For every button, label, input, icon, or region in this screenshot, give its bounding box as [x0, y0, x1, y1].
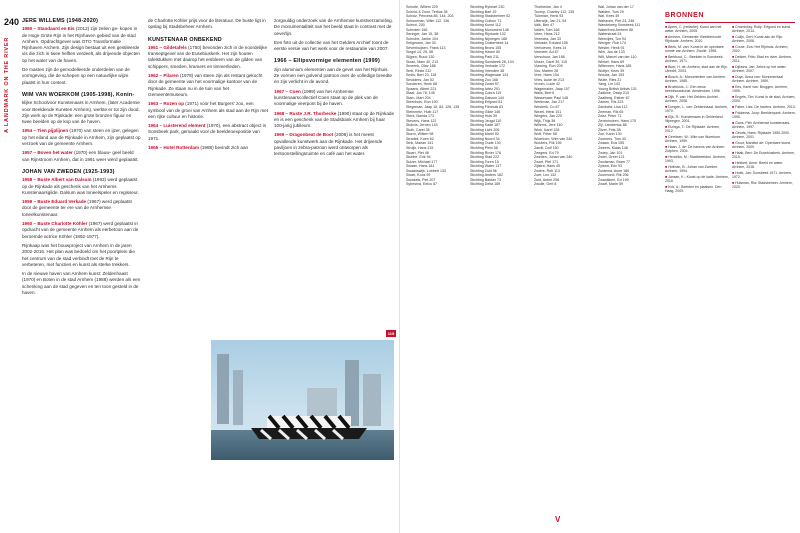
index-entry: Westerik, Co 67	[534, 105, 560, 110]
index-entry: Stichting Rijnkade 102	[470, 32, 506, 37]
index-entry: Stichting Bart 19	[470, 9, 497, 14]
source-entry: ■ Elzinga, T.: De Rijnkade. Arnhem, 2012.	[665, 125, 721, 134]
source-entry: ■ Huisman, Ria: Stadsbeheer. Arnhem, 2020.	[732, 180, 793, 189]
index-entry: Stichting Gilde 146	[470, 109, 501, 114]
index-entry: Stichting Oude 130	[470, 141, 501, 146]
index-entry: Walraven, Piet 23, 246	[598, 18, 635, 23]
body-paragraph: de Charlotte Köhler prijs voor de literatuur. De buste ligt in opslag bij Stadsbeheer Arnhem.	[148, 18, 266, 30]
index-entry: Wester, Henk 91	[598, 45, 625, 50]
index-entry: Schrohe, Janke 104	[406, 36, 438, 41]
index-entry: Verkade, Eduard 155	[534, 41, 568, 46]
index-entry: Zylstra, Eric 93	[598, 164, 622, 169]
text-column-3	[274, 18, 394, 336]
index-entry: Wijk, Thijs 38	[534, 118, 556, 123]
body-paragraph: Een foto uit de collectie van het Gelders Archief toont de eerste versie van het werk voor de restauratie van 2007.	[274, 39, 389, 52]
index-entry: Tuinman, Henk 93	[534, 14, 564, 19]
body-paragraph: 1962 – Pilaren (1978) van steen zijn als restant gekocht door de gemeente van het voormalige kantoor van de Rijnkade. Ze staan nu in de tuin van het Gemeentemuseum.	[148, 73, 263, 97]
index-entry: Wezel, Henk 101	[534, 109, 562, 114]
index-entry: Wiegers, Jan 220	[534, 114, 562, 119]
index-entry: Thorbecke, Jan 4	[534, 5, 562, 9]
index-entry: Visser, Carel 39, 115	[534, 59, 568, 64]
source-entry: ■ Groot, Marieke de: Openbare kunst. Arnhem, 2009.	[732, 140, 791, 149]
right-page	[400, 0, 800, 533]
body-paragraph: 1963 – Rozen op (1971) voor het Burgers' zoo, een symbool van de groei van Arnhem als stad aan de Rijn met een rijke cultuur en historie.	[148, 101, 269, 119]
index-entry: Stichting Monument 148	[470, 27, 509, 32]
index-entry: Sonderen, Henk 88	[406, 82, 437, 87]
body-paragraph: zorgvuldig onderzoek van de Arnhemse kunstverzameling. De monumentaliteit van het beeld staat in contrast met de oeverlijn.	[274, 18, 393, 36]
source-entry: ■ Colijn, Gert: Kunst aan de Rijn. Arnhem, 2006.	[732, 35, 784, 44]
body-paragraph: Rijnkaap was het bouwproject van Arnhem in de jaren 2002-2016. Het plan was bedoeld om het poortplein die het centrum van de stad verbindt met de Rijn te verbeteren, met functies en kunst als sterke trekkers.	[22, 242, 135, 267]
body-paragraph: 1957 – Boven het water (1970) een blauw- geel beeld van Rijnstroom Arnhem, dat in 1991 weer werd geplaatst.	[22, 150, 139, 162]
index-entry: Zweers, Klaas 148	[598, 145, 628, 150]
index-entry: Stichting Zwart 97	[470, 82, 499, 87]
index-entry: Stichting Plein 58	[470, 145, 498, 150]
body-paragraph: 1980 – Standaard en Eis (2012) zijn zeilen ge- kopen in de Hoge Grote Rijn in het Rijnhaven gebied van de stad Arnhem. Opdrachtgever was OTO Transformatie Rijnhaven Archem. Zijn design bestaat uit een gestileerde vis die zich in twee helften verdeelt, als drijvende objecten op het water van de haven.	[22, 26, 140, 63]
body-paragraph: 1965 – Hotel Rotterdam (1988) bevindt zich aan	[148, 145, 249, 151]
index-entry: Schröd & Zoon, Tertius 38	[406, 9, 448, 14]
index-entry: Stichting Filmhuis 63	[470, 105, 504, 110]
source-entry: ■ Boer, H. de: Arnhem, stad aan de Rijn. Utrecht, 2003.	[665, 65, 728, 74]
photo-number-tag: 115	[387, 331, 395, 336]
index-entry: Swinkels, Piet 207	[406, 177, 436, 182]
index-entry: Valk, Ben 47	[534, 23, 555, 28]
body-paragraph: 1959 – Buste Eduard Verkade (1967) werd geplaatst door de gemeente ter ere van de Arnhemse toneelkunstenaar.	[22, 199, 132, 217]
index-entry: Zamen, Ris 223	[598, 100, 624, 105]
text-column-2	[148, 18, 268, 154]
source-entry: ■ Gans, Piet: Arnhemse kunstenaars. Arnhem, 1997.	[732, 120, 791, 129]
index-entry: Stichting Stad 222	[470, 155, 500, 160]
index-entry: Yang, Lin 143	[598, 82, 620, 87]
source-entry: ■ Bosch, A.: Monumenten van Arnhem. Arnhem, 1985.	[665, 75, 726, 84]
index-entry: Wiel, Jan de 133	[598, 50, 625, 55]
index-entry: Wuite, Ries 21	[598, 77, 622, 82]
sources-heading: BRONNEN	[665, 12, 704, 19]
body-paragraph: 1968 – Ruste J.R. Thorbecke (1990) staat op de Rijnkade en is een geschenk van de Stadsbank Arnhem bij haar 100-jarig jubileum.	[274, 110, 394, 129]
section-heading: JOHAN VAN ZWEDEN (1925-1993)	[22, 168, 115, 175]
index-entry: Smeenk, Olav 188	[406, 64, 436, 69]
index-entry: Zilver, Frits 38	[598, 127, 621, 132]
index-entry: Wouters, Rik 195	[534, 141, 562, 146]
body-paragraph: 1961 – Gildetafels (1750) bevonden zich in de noordelijke transeptgevel van de Eusebiuskerk. Het zijn houten tafelstukken met daarop het embleem van de gilden van schippers, smeden, kramers en timmerlieden.	[148, 44, 268, 69]
source-entry: ■ Hoek, Jan: Sonsbeek 1971. Arnhem, 1972.	[732, 170, 793, 179]
index-entry: Wolf, Peter 58	[534, 132, 557, 137]
footer-mark: V	[555, 515, 561, 524]
index-entry: Zwart, Marie 59	[598, 182, 623, 187]
index-entry: Struijk, Hans 215	[406, 145, 434, 150]
index-entry: Zuidema, Anne 186	[598, 168, 630, 173]
body-paragraph: 1954 – Tien pijplijnen (1970) van steen en ijzer, gelegen op het eiland aan de Rijnkade in Arnhem, zijn geplaatst op verzoek van de gemeente Arnhem.	[22, 128, 141, 147]
index-entry: Wink, Karel 128	[534, 127, 560, 132]
index-entry: Seligmann, Jan 30	[406, 41, 436, 46]
index-entry: Stichting Huis 39	[470, 114, 497, 119]
index-entry: Wilt, Marcel van der 110	[598, 55, 637, 60]
index-entry: Zijl, Lambertus 88	[598, 123, 627, 128]
source-entry: ■ Dongen, L. van: Zeldenhaast. Arnhem, 1970.	[665, 105, 729, 114]
index-entry: Stichting Nijmegen 188	[470, 36, 507, 41]
body-paragraph: 1969 – Dragonbeat de Boot (2006) is het meest opvallende kunstwerk aan de Rijnkade. Het drijvende paviljoen in zebra-patroon werd ontworpen als tentoonstellingsruimte en café aan het water.	[274, 132, 383, 157]
index-entry: Stichting Sonsbeek 28, 104	[470, 59, 514, 64]
index-entry: Zwolle, Gert 8	[534, 182, 557, 187]
index-entry: Smolders, Jan 52	[406, 77, 434, 82]
index-entry: Toorop, Charley 112, 135	[534, 9, 575, 14]
index-entry: Stradiot, Koen 62	[406, 136, 434, 141]
source-entry: ■ Jansen, K.: Kunst op de kade. Arnhem, 2016.	[665, 175, 729, 184]
index-entry: Stichting Oosterbeek 14	[470, 41, 509, 46]
index-entry: Siegel 14, 25, 58	[406, 50, 433, 55]
index-entry: Verschuur, Jan 186	[534, 55, 565, 60]
source-entry: ■ Engels, Tim: Kunst in de stad. Arnhem, 2000.	[732, 95, 796, 104]
index-entry: Vlaming, Ron 209	[534, 64, 563, 69]
sources-rule	[665, 22, 795, 23]
index-entry: Stichting Wagenaar 124	[470, 73, 509, 78]
index-entry: Smits, Bert 23, 118	[406, 73, 437, 78]
text-column-1	[22, 18, 142, 299]
index-entry: Zweden, Johan van 240	[534, 155, 573, 160]
body-paragraph: 1960 – Buste Charlotte Köhler (1967) werd geplaatst in opdracht van de gemeente Arnhem als eerbetoon aan de beroemde actrice Köhler (1892-1977).	[22, 221, 139, 239]
index-entry: Wenger, Rob 174	[598, 41, 626, 46]
index-entry: Sloan, Marc 40, 213	[406, 59, 439, 64]
running-head: A LANDMARK ON THE RIVER	[4, 36, 10, 133]
index-entry: Sterk, Nanda 173	[406, 114, 434, 119]
index-entry: Werkman, Jan 217	[534, 100, 565, 105]
index-entry: Stichting Anders 162	[470, 173, 503, 178]
source-entry: ■ Geurts, Hans: Rijnkade 1950-2000. Arnhem, 2001.	[732, 130, 790, 139]
index-entry: Stichting Artez 201	[470, 86, 500, 91]
index-entry: Stichting Water 137	[470, 164, 502, 169]
index-entry: Sulzer, Michael 177	[406, 159, 438, 164]
index-entry: Waterstraat 24	[598, 32, 622, 37]
index-entry: Zwaan, Eva 155	[598, 141, 624, 146]
index-entry: Zuurmond, Rik 206	[598, 173, 629, 178]
index-entry: Zwier, Greet 121	[598, 155, 625, 160]
index-entry: Wal, Johan van der 17	[598, 5, 634, 9]
index-entry: Zijlstra, Hans 45	[534, 164, 560, 169]
index-column-1	[406, 5, 466, 187]
section-heading: JERE WILLEMS (1948-2020)	[22, 18, 99, 24]
source-entry: ■ Chomicksy, Rolly: Erfgoed en kunst. Arnhem, 2014.	[732, 25, 792, 34]
index-entry: Vallen, Tom 168	[534, 27, 560, 32]
index-entry: Stichting Stadsbeheer 52	[470, 14, 511, 19]
index-entry: Wandelweg Sonsbeek 111	[598, 23, 641, 28]
index-entry: Schuurman, Wilm 112, 136	[406, 18, 450, 23]
index-entry: Stubbe, Erik 94	[406, 155, 431, 160]
page-number: 240	[4, 17, 20, 27]
index-entry: Seringer, Jan 15, 38	[406, 32, 439, 37]
index-entry: Scierzi, 200	[406, 23, 425, 28]
index-entry: Spaans, Albert 221	[406, 86, 437, 91]
source-entry: ■ Crone, Eva: Het Rijnhuis. Arnhem, 2002.	[732, 45, 789, 54]
boat-photo	[211, 340, 394, 460]
index-entry: Vermeer, Ad 87	[534, 50, 559, 55]
index-entry: Steinmetz, Huib 117	[406, 109, 439, 114]
index-entry: Wal, Kees 49	[598, 14, 620, 19]
source-entry: ■ Haan, J. de: De havens van Arnhem. Zutphen, 2004.	[665, 145, 726, 154]
index-entry: Stokvis, Jeroen 143	[406, 123, 438, 128]
index-entry: Zoomers, Tom 43	[598, 136, 626, 141]
source-entry: ■ Haak, Bert: De Eusebiuskerk. Arnhem, 2015.	[732, 150, 796, 159]
index-entry: Stichting Brons 155	[470, 45, 502, 50]
index-entry: Zevenhuizen, Hans 175	[598, 118, 636, 123]
index-entry: Witteveen, Hans 185	[598, 64, 632, 69]
index-entry: Zoet, Leo 132	[534, 173, 557, 178]
index-entry: Woerkom, Wim van 240	[534, 136, 573, 141]
index-entry: Zuid, Anton 206	[534, 177, 560, 182]
index-entry: Swaan, Hans 181	[406, 164, 435, 169]
index-entry: Zaalberg, Esther 67	[598, 95, 630, 100]
index-entry: Staal, Jos 78, 145	[406, 91, 435, 96]
index-entry: Scholz, Princess 85, 144, 203	[406, 14, 454, 19]
index-entry: Zwart, Piet 171	[534, 159, 559, 164]
index-entry: Stolk, Carel 35	[406, 127, 430, 132]
index-column-3	[534, 5, 594, 187]
sources-column-1	[665, 25, 729, 195]
source-entry: ■ Eijk, R.: Kunstenaars in Gelderland. Nijmegen, 2001.	[665, 115, 724, 124]
index-entry: Verhoeven, Kees 14	[534, 45, 567, 50]
source-entry: ■ Faber, Lies: De havens. Arnhem, 2013.	[732, 105, 796, 109]
index-entry: Stichting Noord 34	[470, 136, 500, 141]
index-entry: Stichting Markt 90	[470, 132, 499, 137]
index-entry: Stichting Dalsum 144	[470, 95, 504, 100]
index-entry: Zwanikken, Ed 199	[598, 177, 629, 182]
index-entry: Weerdjes, Ton 94	[598, 36, 626, 41]
index-entry: Stegeman, Jaap 16, 84, 126, 135	[406, 105, 460, 110]
index-entry: Stam, Mart 204	[406, 95, 431, 100]
index-entry: Stichting Kunst 112	[470, 23, 501, 28]
index-entry: Schulte, Willem 229	[406, 5, 438, 9]
index-entry: Stichting Verkade 172	[470, 64, 505, 69]
index-entry: Winkel, Hans 69	[598, 59, 625, 64]
index-entry: Veen, Hans 212	[534, 32, 560, 37]
index-entry: Stevens, Hans 122	[406, 118, 437, 123]
body-paragraph: 1958 – Buste Albert van Dalsum (1993) werd geplaatst op de Rijnkade als geschenk van het Arnhems Kunstenaarsgilde. Dalsum was toneelspeler en regisseur.	[22, 177, 139, 195]
index-entry: Zandt, Dolf 150	[534, 145, 559, 150]
index-entry: Stichting Rivier 176	[470, 150, 501, 155]
section-heading: 1966 – Ellipsvormige elementen (1999)	[274, 58, 380, 65]
sources-column-2	[732, 25, 796, 191]
index-entry: Schroten 156	[406, 27, 428, 32]
source-entry: ■ Arnhem, Gemeente: Beeldenroute Rijnkade. Arnhem, 2010.	[665, 35, 722, 44]
index-entry: Zeist, Peter 71	[598, 114, 622, 119]
index-entry: Vroom, Lucie 42	[534, 82, 561, 87]
source-entry: ■ Dijkstra, Jan: Zebra op het water. Arnhem, 2007.	[732, 65, 787, 74]
index-entry: Swaanswijk, Lubbert 133	[406, 168, 446, 173]
index-entry: Stichting Zuid 96	[470, 168, 497, 173]
index-entry: Wouda, Jan 153	[598, 73, 625, 78]
body-paragraph: De masten zijn de gemodelleerde onderdelen van de vormgeving, die de schepen op een natuurlijke wijze plaatst in hun context.	[22, 67, 130, 85]
source-entry: ■ Beek, M. van: Kunst in de openbare ruimte van Arnhem. Zwolle, 1998.	[665, 45, 724, 54]
index-entry: Stuart, Piet 46	[406, 150, 429, 155]
index-entry: Stichting Cobra 119	[470, 91, 502, 96]
index-column-2	[470, 5, 530, 187]
index-entry: Zeeman, Rik 65	[598, 109, 624, 114]
body-paragraph: klijke Schoolvoor Kunstenaars in Arnhem, (later Academie voor Beeldende Kunsten Arnhem), werkte er tot zijn dood. Zijn werk op de Rijnkade: een grote bronzen figuur en twee beelden op de kop van de haven.	[22, 100, 140, 125]
body-paragraph: zijn aluminium elementen aan de gevel van het Rijnhuis. Ze vormen een golvend patroon over de volledige breedte en zijn verlicht in de avond.	[274, 66, 392, 85]
index-entry: Stichting Park 211	[470, 55, 499, 60]
index-entry: Zwolsman, Bram 77	[598, 159, 630, 164]
zebra-boat	[249, 412, 369, 440]
index-entry: Zandstra, Lisa 112	[598, 105, 628, 110]
source-entry: ■ Hofman, B.: Johan van Zweden. Arnhem, 1994.	[665, 165, 719, 174]
index-entry: Steenhuis, Ron 190	[406, 100, 438, 105]
index-entry: Storm, Willem 98	[406, 132, 434, 137]
index-entry: Uiterwijk, Jan 21, 54	[534, 18, 567, 23]
index-entry: Stichting Jeugd 110	[470, 118, 502, 123]
source-entry: ■ Ees, Karel van: Bruggen. Arnhem, 1995.	[732, 85, 789, 94]
index-entry: Walls, Bert 6	[534, 91, 555, 96]
source-entry: ■ Hendriks, M.: Stadsbeelden. Arnhem, 1993.	[665, 155, 727, 164]
index-entry: Stichting Delta 189	[470, 182, 501, 187]
index-entry: Stichting Ryheart 230	[470, 5, 505, 9]
index-entry: Wagemaker, Jaap 107	[534, 86, 570, 91]
index-entry: Stichting Cultuur 71	[470, 18, 502, 23]
index-entry: Young British Artists 131	[598, 86, 637, 91]
index-entry: Vos, Marten 28	[534, 68, 559, 73]
source-entry: ■ Gerritsen, W.: Wim van Woerkom. Arnhem, 1999.	[665, 135, 721, 144]
source-entry: ■ Hekkert, Anne: Beeld en water. Arnhem, 2018.	[732, 160, 784, 169]
index-entry: Waterfront Arnhem 56	[598, 27, 634, 32]
section-heading: KUNSTENAAR ONBEKEND	[148, 36, 222, 43]
index-column-4	[598, 5, 658, 187]
source-entry: ■ Kok, A.: Beelden en plaatsen. Den Haag, 2009.	[665, 185, 722, 194]
section-heading: WIM VAN WOERKOM (1905-1998), Konin-	[22, 91, 135, 98]
index-entry: Smit, Rinke 212	[406, 68, 432, 73]
source-entry: ■ Broekhuis, J.: Een eeuw beeldhouwkunst. Amsterdam, 1996.	[665, 85, 721, 94]
index-entry: Wassenaar, Paul 148	[534, 95, 569, 100]
index-entry: Stichting Licht 206	[470, 127, 500, 132]
index-entry: Strik, Marian 141	[406, 141, 434, 146]
index-entry: Stichting Vrienden 38	[470, 68, 505, 73]
index-entry: Swart, Koos 99	[406, 173, 431, 178]
index-entry: Sybesma, Eelco 87	[406, 182, 437, 187]
index-entry: Veenstra, Jan 33	[534, 36, 561, 41]
index-entry: Stichting Zoo 166	[470, 77, 498, 82]
index-entry: Stichting Kade 187	[470, 123, 501, 128]
source-entry: ■ Fokkema, Joop: Beeldenpark. Arnhem, 1990.	[732, 110, 796, 119]
index-entry: Zadkine, Ossip 215	[598, 91, 629, 96]
index-entry: Stichting Haven 60	[470, 50, 501, 55]
index-entry: Zwiep, Jan 101	[598, 150, 623, 155]
index-entry: Vree, Hans 154	[534, 73, 559, 78]
index-entry: Stichting Erfgoed 81	[470, 100, 503, 105]
index-entry: Zeegers, Ed 79	[534, 150, 559, 155]
index-entry: Sevenhuijsen, Frank 113	[406, 45, 446, 50]
index-entry: Stichting Bakker 73	[470, 177, 501, 182]
source-entry: ■ Dijk, P. van: Het Gelders Archief. Arnhem, 2008.	[665, 95, 719, 104]
index-entry: Zwiers, Rob 113	[534, 168, 560, 173]
index-entry: Walden, Tom 29	[598, 9, 624, 14]
source-entry: ■ Apers, C. [redactie]: Kunst aan het water. Arnhem, 2005.	[665, 25, 722, 34]
index-entry: Zon, Karin 130	[598, 132, 622, 137]
body-paragraph: In de nieuwe haven van Arnhem kunst: Zeldenhaast (1970) en Boten in de stad Arnhem (1988) werden als een schenking aan de stad gegeven en ten toon gesteld in de haven.	[22, 271, 141, 295]
index-entry: Slijpen, Ruud 130	[406, 55, 435, 60]
body-paragraph: 1967 – Coen (1999) van het Arnhemse kunstenaarscollectief Coen staat op de plek van de voormalige veerpont bij de haven.	[274, 88, 378, 107]
index-entry: Stichting Toren 15	[470, 159, 499, 164]
source-entry: ■ Berkhout, C.: Beelden in Sonsbeek. Arnhem, 1971.	[665, 55, 724, 64]
source-entry: ■ Duyn, Anna van: Monumentaal Arnhem. Arnhem, 1989.	[732, 75, 783, 84]
source-entry: ■ Dekker, Frits: Stad en rivier. Arnhem, 2011.	[732, 55, 793, 64]
index-entry: Woltjer, Kees 39	[598, 68, 625, 73]
body-paragraph: 1964 – Luisterend element (1970), een abstract object in Sonsbeek park, gemaakt voor de beeldenexpositie van 1971.	[148, 123, 267, 141]
index-entry: Vries, Auke de 213	[534, 77, 565, 82]
index-entry: Willems, Jere 140	[534, 123, 563, 128]
